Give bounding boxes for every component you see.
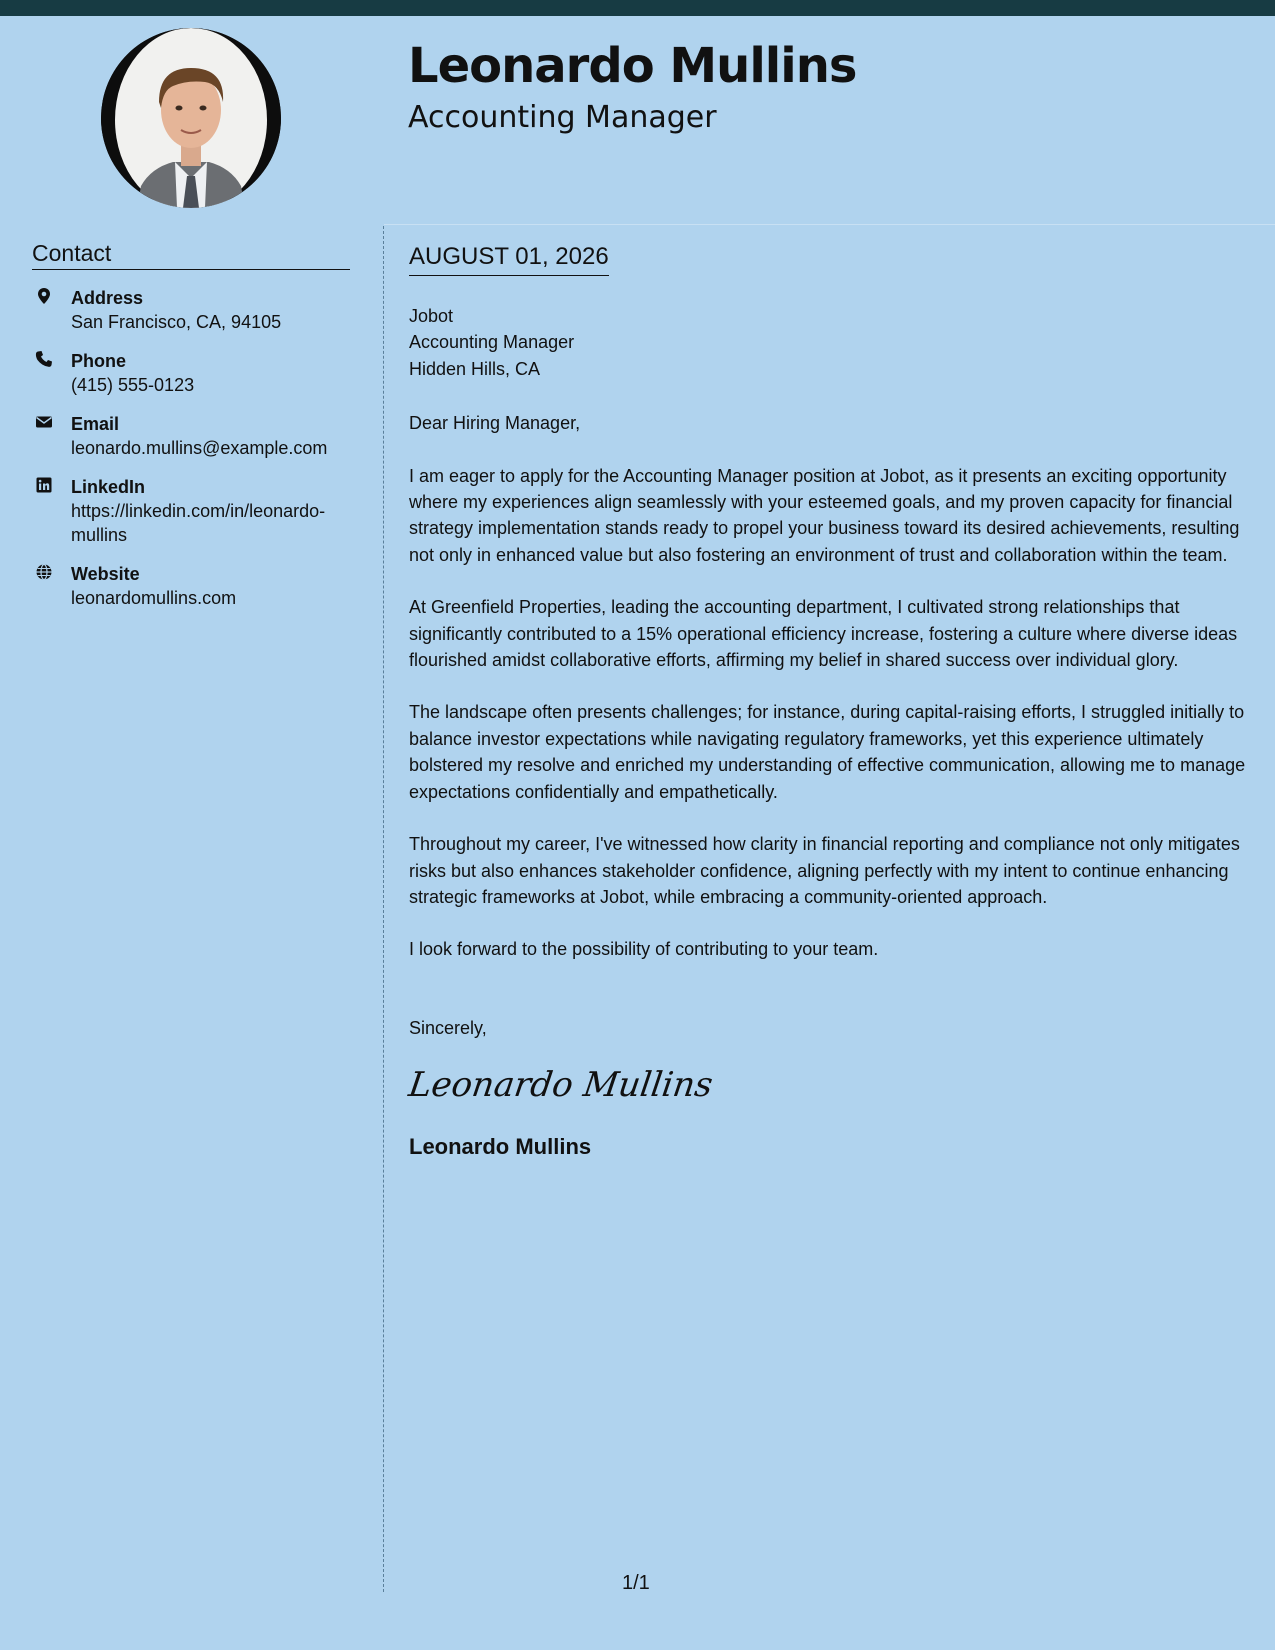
candidate-role: Accounting Manager [408,100,717,135]
recipient-block [409,303,1249,382]
candidate-name: Leonardo Mullins [408,38,857,94]
page-number: 1/1 [622,1572,650,1594]
phone-icon [35,350,53,368]
contact-label: LinkedIn [71,477,146,497]
contact-value: (415) 555-0123 [71,375,195,395]
letter-paragraph: At Greenfield Properties, leading the accounting department, I cultivated strong relationships that significantly contributed to a 15% operational efficiency increase, fostering a culture where diverse ideas flourished amidst collaborative efforts, affirming my belief in shared success over individual glory. [409,597,1238,671]
letter-paragraph: The landscape often presents challenges; for instance, during capital-raising efforts, I struggled initially to balance investor expectations while navigating regulatory frameworks, yet this experience ultimately bolstered my resolve and enriched my understanding of effective communication, allowing me to manage expectations confidentially and empathetically. [409,702,1246,802]
letter-date: AUGUST 01, 2026 [409,244,609,276]
handwritten-signature: Leonardo Mullins [406,1065,716,1106]
signed-name: Leonardo Mullins [409,1133,592,1159]
envelope-icon [35,413,53,431]
linkedin-icon [35,476,53,494]
contact-value[interactable]: leonardo.mullins@example.com [71,438,328,458]
contact-item-address [32,286,362,334]
contact-item-website [32,562,362,610]
letter-paragraph: I look forward to the possibility of contributing to your team. [409,939,879,960]
map-pin-icon [35,287,53,305]
top-accent-bar [0,0,1275,16]
contact-item-linkedin [32,475,362,547]
contact-label: Address [71,288,144,308]
recipient-company: Jobot [409,306,454,326]
contact-heading: Contact [32,240,350,270]
contact-label: Email [71,414,120,434]
contact-list [32,286,362,625]
contact-item-email [32,412,362,460]
letter-paragraph: Throughout my career, I've witnessed how clarity in financial reporting and compliance not only mitigates risks but also enhances stakeholder confidence, aligning perfectly with my intent to continue enhancing strategic frameworks at Jobot, while embracing a community-oriented approach. [409,834,1240,907]
header-divider [384,224,1275,225]
profile-photo [101,28,281,208]
contact-value[interactable]: leonardomullins.com [71,588,237,608]
contact-label: Website [71,564,140,584]
contact-value: San Francisco, CA, 94105 [71,312,282,332]
contact-item-phone [32,349,362,397]
globe-icon [35,563,53,581]
greeting: Dear Hiring Manager, [409,413,581,434]
closing: Sincerely, [409,1017,487,1038]
column-divider [383,226,384,1592]
contact-value[interactable]: https://linkedin.com/in/leonardo-mullins [71,501,326,545]
letter-body [406,303,1249,1160]
recipient-position: Accounting Manager [409,332,575,353]
contact-label: Phone [71,351,127,371]
letter-paragraph: I am eager to apply for the Accounting Manager position at Jobot, as it presents an exciting opportunity where my experiences align seamlessly with your esteemed goals, and my proven capacity for financial strategy implementation stands ready to propel your business toward its desired achievements, resulting not only in enhanced value but also fostering an environment of trust and collaboration within the team. [409,465,1240,565]
recipient-location: Hidden Hills, CA [409,358,541,379]
